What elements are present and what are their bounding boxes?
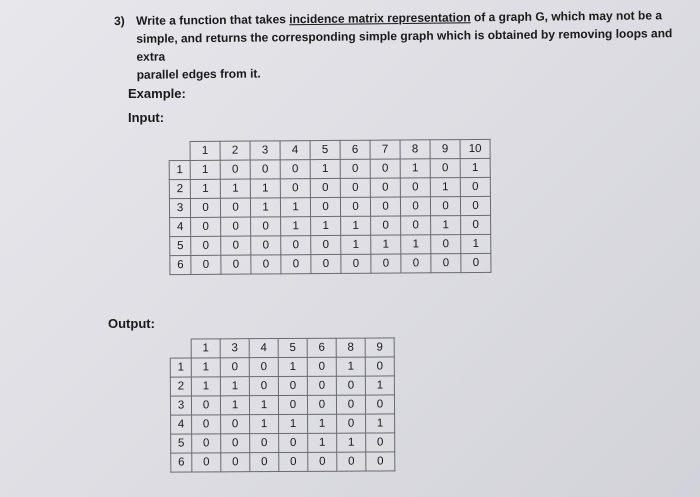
- column-header: 3: [220, 339, 249, 358]
- row-header: 4: [170, 217, 191, 236]
- header-row: [169, 139, 490, 160]
- matrix-cell: 1: [249, 396, 278, 415]
- matrix-cell: 1: [431, 216, 461, 235]
- row-header: 4: [171, 415, 192, 434]
- matrix-cell: 0: [340, 159, 370, 178]
- matrix-cell: 0: [460, 177, 490, 196]
- table-row: [171, 433, 395, 453]
- matrix-cell: 0: [191, 255, 221, 274]
- matrix-cell: 0: [341, 254, 371, 273]
- matrix-cell: 0: [220, 198, 250, 217]
- matrix-cell: 1: [400, 159, 430, 178]
- input-matrix-table: [169, 139, 492, 275]
- matrix-cell: 0: [280, 179, 310, 198]
- matrix-cell: 0: [221, 255, 251, 274]
- matrix-cell: 0: [280, 160, 310, 179]
- row-header: 1: [170, 358, 191, 377]
- table-row: [170, 395, 394, 415]
- matrix-cell: 1: [311, 216, 341, 235]
- matrix-cell: 0: [221, 434, 250, 453]
- matrix-cell: 0: [251, 236, 281, 255]
- matrix-cell: 0: [279, 433, 308, 452]
- matrix-cell: 0: [250, 434, 279, 453]
- matrix-cell: 0: [192, 434, 221, 453]
- matrix-cell: 0: [310, 197, 340, 216]
- row-header: 6: [171, 453, 192, 472]
- table-row: [171, 452, 395, 472]
- matrix-cell: 0: [220, 160, 250, 179]
- column-header: 1: [190, 141, 220, 160]
- output-label: Output:: [108, 316, 155, 331]
- matrix-cell: 0: [340, 178, 370, 197]
- column-header: 8: [336, 338, 365, 357]
- matrix-cell: 0: [430, 197, 460, 216]
- matrix-cell: 1: [191, 358, 220, 377]
- table-row: [171, 414, 395, 434]
- column-header: 1: [191, 339, 220, 358]
- question-line-2: simple, and returns the corresponding simple graph which is obtained by removing loops and extra: [136, 26, 673, 64]
- matrix-cell: 0: [370, 197, 400, 216]
- matrix-cell: 0: [279, 452, 308, 471]
- matrix-cell: 0: [461, 253, 491, 272]
- matrix-cell: 0: [430, 159, 460, 178]
- matrix-cell: 1: [278, 357, 307, 376]
- table-row: [170, 253, 491, 274]
- underlined-term: incidence matrix representation: [289, 10, 471, 27]
- matrix-cell: 0: [370, 159, 400, 178]
- table-row: [169, 196, 490, 217]
- matrix-cell: 1: [220, 396, 249, 415]
- matrix-cell: 0: [307, 357, 336, 376]
- matrix-cell: 1: [341, 235, 371, 254]
- matrix-cell: 0: [281, 255, 311, 274]
- column-header: 9: [365, 338, 394, 357]
- table-row: [169, 177, 490, 198]
- matrix-cell: 1: [341, 216, 371, 235]
- matrix-cell: 0: [336, 376, 365, 395]
- question-text: [114, 6, 679, 84]
- matrix-cell: 1: [401, 235, 431, 254]
- matrix-cell: 0: [278, 395, 307, 414]
- column-header: 3: [250, 141, 280, 160]
- matrix-cell: 0: [221, 415, 250, 434]
- matrix-cell: 0: [191, 396, 220, 415]
- question-line-1: Write a function that takes incidence matrix representation of a graph G, which may not be a: [136, 8, 663, 28]
- matrix-cell: 0: [192, 453, 221, 472]
- matrix-cell: 1: [337, 433, 366, 452]
- matrix-cell: 0: [401, 254, 431, 273]
- matrix-cell: 0: [401, 216, 431, 235]
- matrix-cell: 0: [221, 217, 251, 236]
- column-header: 7: [370, 140, 400, 159]
- matrix-cell: 0: [336, 395, 365, 414]
- column-header: 5: [278, 338, 307, 357]
- matrix-cell: 1: [250, 415, 279, 434]
- corner-cell: [169, 141, 190, 160]
- corner-cell: [170, 339, 191, 358]
- matrix-cell: 0: [190, 198, 220, 217]
- matrix-cell: 1: [430, 178, 460, 197]
- matrix-cell: 1: [281, 217, 311, 236]
- matrix-cell: 0: [251, 255, 281, 274]
- matrix-cell: 1: [220, 377, 249, 396]
- matrix-cell: 0: [311, 235, 341, 254]
- column-header: 2: [220, 141, 250, 160]
- input-label: Input:: [128, 110, 165, 125]
- matrix-cell: 1: [365, 376, 394, 395]
- matrix-cell: 0: [308, 452, 337, 471]
- column-header: 4: [280, 141, 310, 160]
- matrix-cell: 0: [307, 376, 336, 395]
- matrix-cell: 1: [371, 235, 401, 254]
- matrix-cell: 0: [370, 178, 400, 197]
- matrix-cell: 0: [191, 236, 221, 255]
- example-label: Example:: [128, 86, 186, 101]
- matrix-cell: 0: [431, 235, 461, 254]
- matrix-cell: 1: [191, 377, 220, 396]
- row-header: 3: [169, 198, 190, 217]
- column-header: 5: [310, 140, 340, 159]
- matrix-cell: 1: [336, 357, 365, 376]
- row-header: 2: [170, 377, 191, 396]
- matrix-cell: 1: [310, 159, 340, 178]
- column-header: 10: [460, 139, 490, 158]
- row-header: 1: [169, 160, 190, 179]
- matrix-cell: 0: [249, 358, 278, 377]
- row-header: 2: [169, 179, 190, 198]
- matrix-cell: 0: [307, 395, 336, 414]
- matrix-cell: 0: [251, 217, 281, 236]
- matrix-cell: 1: [250, 179, 280, 198]
- table-row: [169, 158, 490, 179]
- matrix-cell: 0: [365, 395, 394, 414]
- header-row: [170, 338, 394, 358]
- matrix-cell: 0: [371, 216, 401, 235]
- matrix-cell: 1: [461, 234, 491, 253]
- column-header: 4: [249, 339, 278, 358]
- matrix-cell: 0: [311, 254, 341, 273]
- question-number: 3): [114, 13, 125, 29]
- matrix-cell: 0: [192, 415, 221, 434]
- row-header: 6: [170, 255, 191, 274]
- matrix-cell: 0: [337, 414, 366, 433]
- matrix-cell: 1: [366, 414, 395, 433]
- column-header: 9: [430, 140, 460, 159]
- matrix-cell: 1: [220, 179, 250, 198]
- matrix-cell: 0: [431, 254, 461, 273]
- row-header: 5: [170, 236, 191, 255]
- matrix-cell: 0: [221, 236, 251, 255]
- matrix-cell: 1: [190, 160, 220, 179]
- matrix-cell: 0: [281, 236, 311, 255]
- matrix-cell: 1: [280, 198, 310, 217]
- matrix-cell: 0: [340, 197, 370, 216]
- table-row: [170, 234, 491, 255]
- row-header: 3: [170, 396, 191, 415]
- matrix-cell: 1: [250, 198, 280, 217]
- matrix-cell: 1: [190, 179, 220, 198]
- row-header: 5: [171, 434, 192, 453]
- matrix-cell: 0: [337, 452, 366, 471]
- matrix-cell: 0: [221, 453, 250, 472]
- column-header: 6: [307, 338, 336, 357]
- matrix-cell: 0: [250, 160, 280, 179]
- matrix-cell: 0: [371, 254, 401, 273]
- table-row: [170, 376, 394, 396]
- matrix-cell: 0: [460, 196, 490, 215]
- matrix-cell: 0: [250, 453, 279, 472]
- column-header: 6: [340, 140, 370, 159]
- matrix-cell: 1: [308, 433, 337, 452]
- matrix-cell: 0: [310, 178, 340, 197]
- matrix-cell: 1: [308, 414, 337, 433]
- table-row: [170, 215, 491, 236]
- matrix-cell: 0: [400, 178, 430, 197]
- matrix-cell: 0: [220, 358, 249, 377]
- matrix-cell: 0: [249, 377, 278, 396]
- matrix-cell: 0: [366, 452, 395, 471]
- matrix-cell: 0: [191, 217, 221, 236]
- matrix-cell: 0: [365, 357, 394, 376]
- matrix-cell: 0: [278, 376, 307, 395]
- matrix-cell: 1: [279, 414, 308, 433]
- matrix-cell: 0: [366, 433, 395, 452]
- column-header: 8: [400, 140, 430, 159]
- matrix-cell: 1: [460, 158, 490, 177]
- matrix-cell: 0: [461, 215, 491, 234]
- matrix-cell: 0: [400, 197, 430, 216]
- question-line-3: parallel edges from it.: [136, 66, 261, 82]
- table-row: [170, 357, 394, 377]
- output-matrix-table: [170, 337, 396, 472]
